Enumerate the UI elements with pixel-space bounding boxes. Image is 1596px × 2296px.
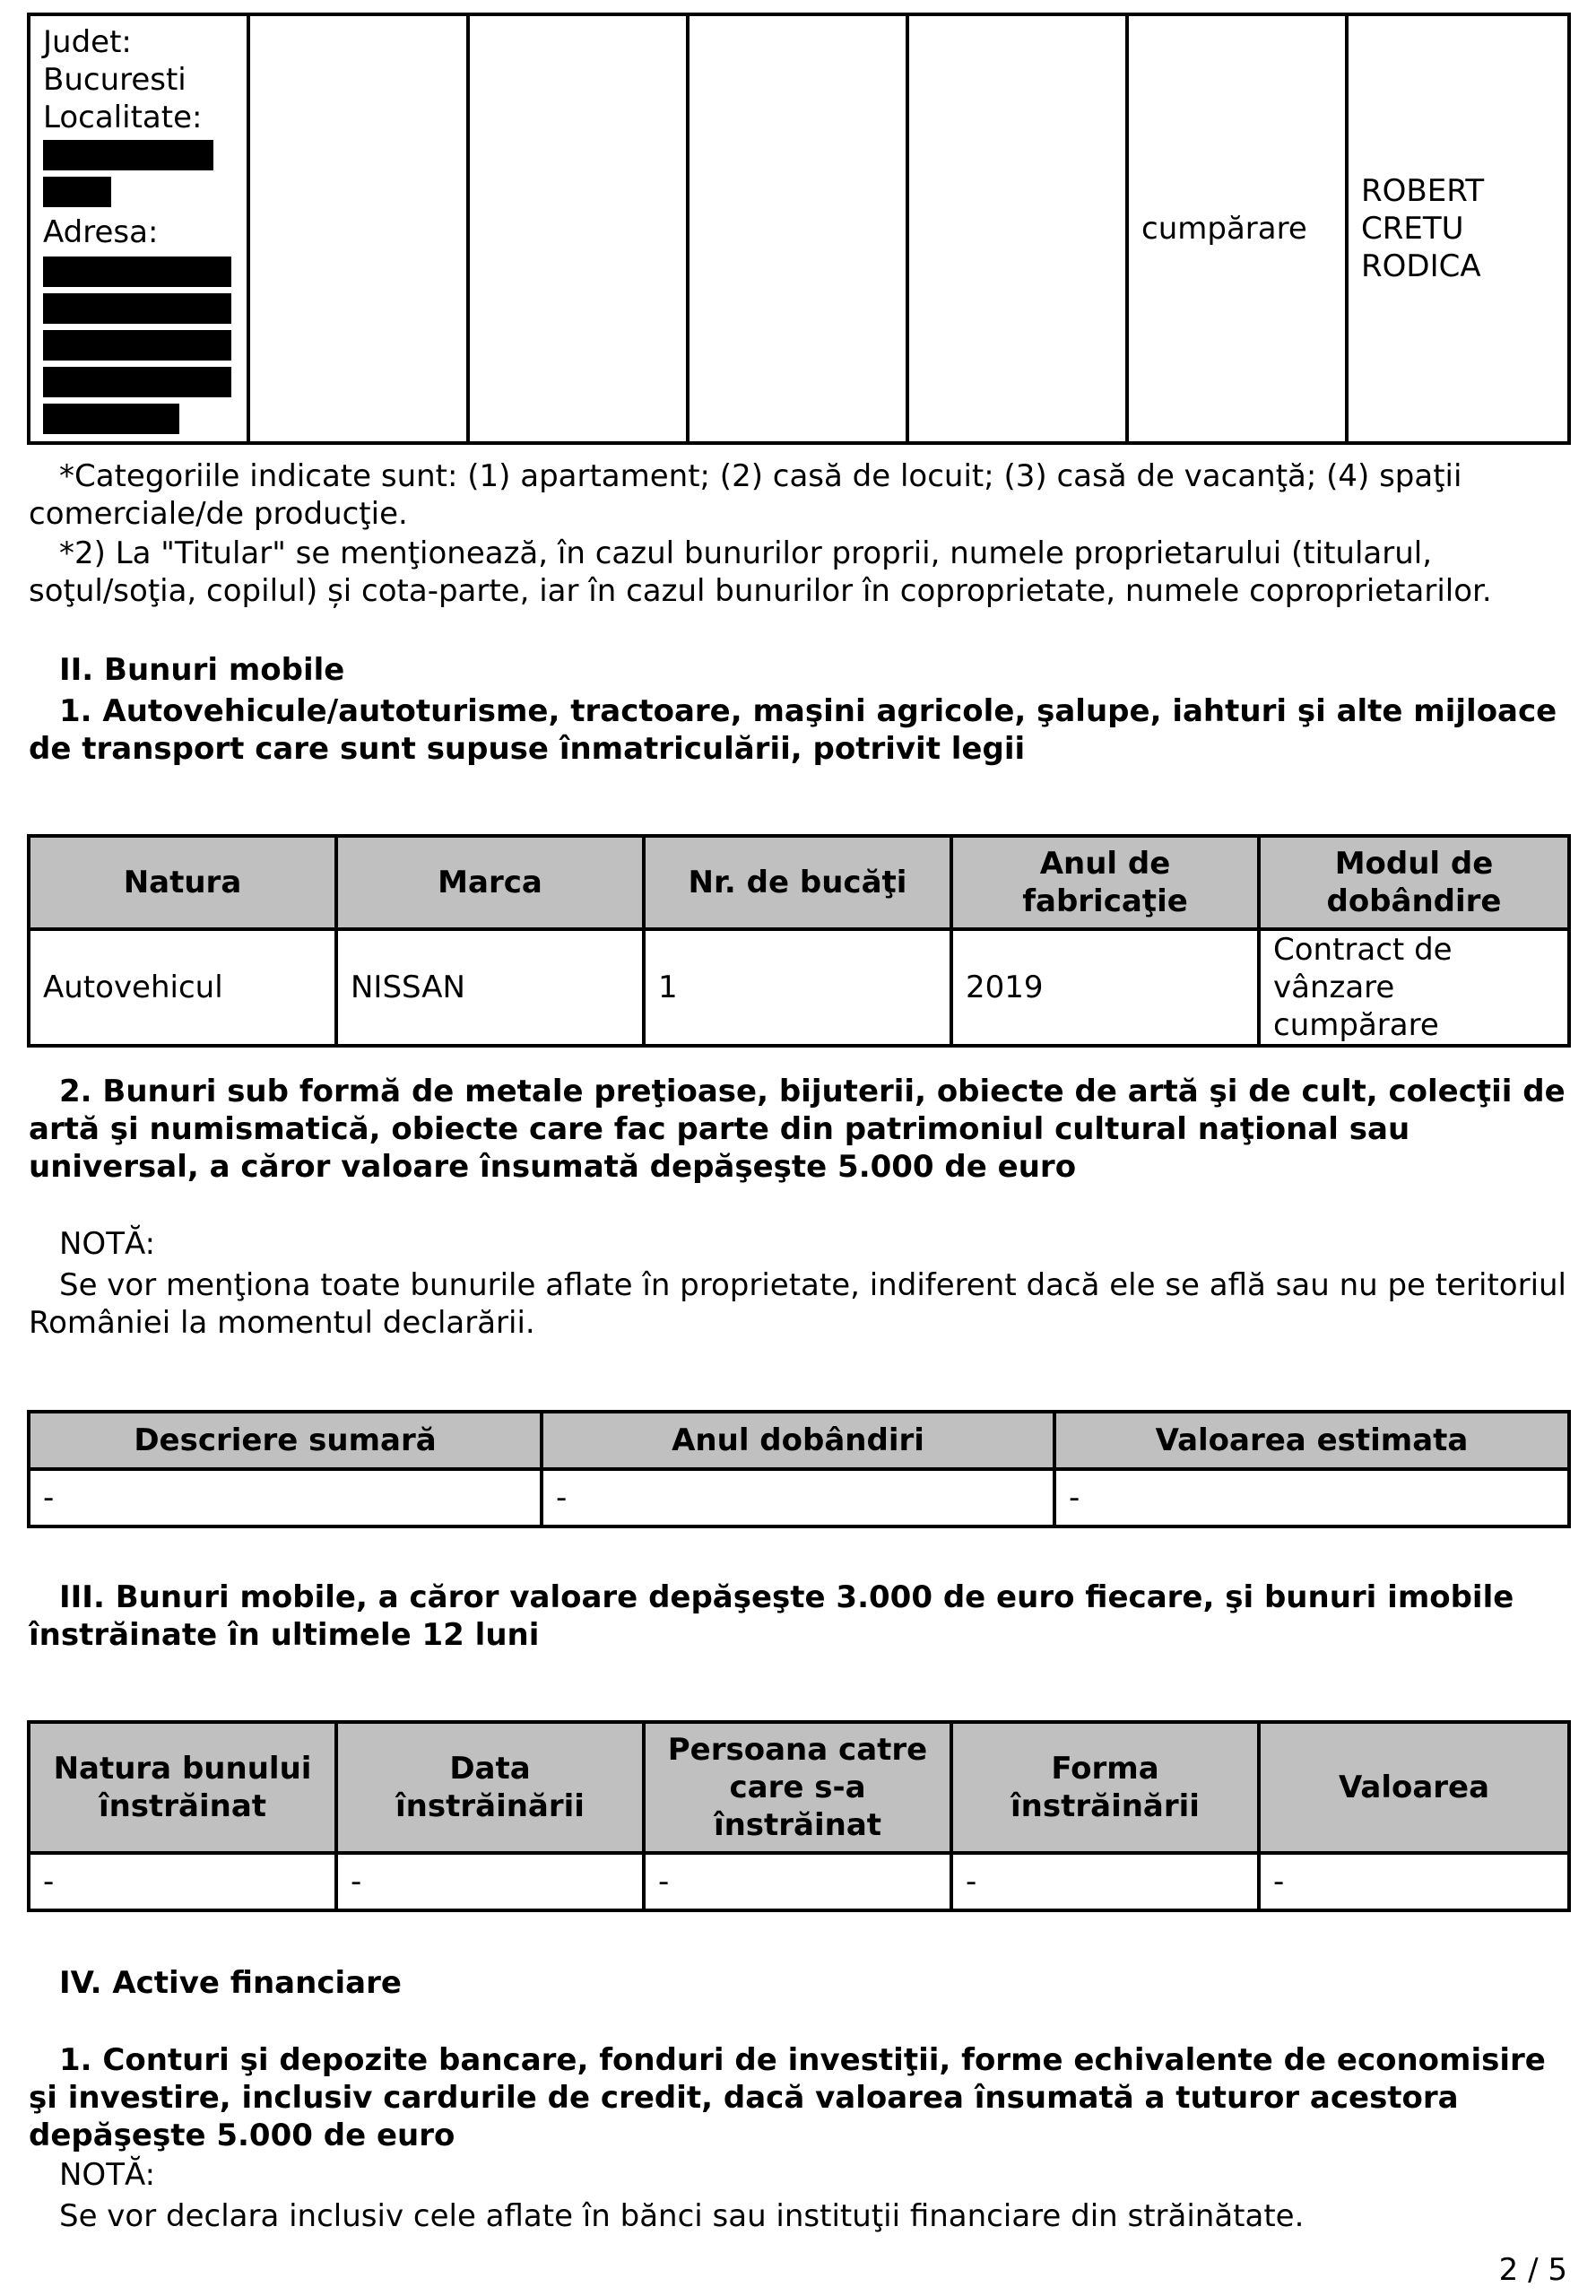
header-anul-dobandiri: Anul dobândiri xyxy=(542,1412,1054,1469)
judet-value: Bucuresti xyxy=(43,62,186,98)
cell-data: - xyxy=(336,1853,644,1910)
header-natura: Natura xyxy=(29,836,336,929)
section-2-sub2: 2. Bunuri sub formă de metale preţioase, bijuterii, obiecte de artă şi de cult, colecţii de artă şi numismatică, obiecte care fac parte din patrimoniul cultural naţional sau universal, a căror valoare însumată depăşeşte 5.000 de euro xyxy=(29,1074,1566,1185)
nota-text-2: Se vor declara inclusiv cele aflate în bănci sau instituţii financiare din străinătate. xyxy=(59,2198,1305,2234)
header-valoarea-estimata: Valoarea estimata xyxy=(1054,1412,1569,1469)
section-4-title: IV. Active financiare xyxy=(59,1965,402,2001)
owner-line: ROBERT xyxy=(1361,173,1485,209)
nota-label-2: NOTĂ: xyxy=(59,2157,156,2193)
nota-text: Se vor menţiona toate bunurile aflate în proprietate, indiferent dacă ele se află sau nu pe teritoriul României la momentul declarării. xyxy=(29,1267,1567,1341)
acquisition-mode-cell: cumpărare xyxy=(1127,14,1347,443)
empty-cell xyxy=(248,14,468,443)
cell-descriere: - xyxy=(29,1469,542,1526)
header-forma-instrainarii: Forma înstrăinării xyxy=(951,1722,1259,1853)
property-table xyxy=(27,13,1571,445)
cell-persoana: - xyxy=(644,1853,951,1910)
section-2-title: II. Bunuri mobile xyxy=(59,652,345,688)
adresa-label: Adresa: xyxy=(43,214,159,250)
header-data-instrainarii: Data înstrăinării xyxy=(336,1722,644,1853)
header-persoana: Persoana catre care s-a înstrăinat xyxy=(644,1722,951,1853)
cell-valoarea: - xyxy=(1054,1469,1569,1526)
redacted-block xyxy=(43,330,231,361)
redacted-block xyxy=(43,257,231,287)
valuables-table xyxy=(27,1410,1571,1528)
redacted-block xyxy=(43,293,231,324)
header-anul-fabricatie: Anul de fabricaţie xyxy=(951,836,1259,929)
address-cell xyxy=(29,14,248,443)
header-modul-dobandire: Modul de dobândire xyxy=(1259,836,1569,929)
alienated-table xyxy=(27,1720,1571,1912)
header-valoarea: Valoarea xyxy=(1259,1722,1569,1853)
cell-nr-bucati: 1 xyxy=(644,929,951,1046)
owner-line: RODICA xyxy=(1361,248,1481,284)
empty-cell xyxy=(688,14,907,443)
table-row xyxy=(29,1853,1569,1910)
cell-natura-bunului: - xyxy=(29,1853,336,1910)
header-nr-bucati: Nr. de bucăţi xyxy=(644,836,951,929)
note-titular: *2) La "Titular" se menţionează, în cazul bunurilor proprii, numele proprietarului (titularul, soţul/soţia, copilul) și cota-parte, iar în cazul bunurilor în coproprietate, numele coproprietarilor. xyxy=(29,535,1492,609)
nota-label: NOTĂ: xyxy=(59,1226,156,1262)
vehicles-table xyxy=(27,834,1571,1048)
header-descriere: Descriere sumară xyxy=(29,1412,542,1469)
redacted-block xyxy=(43,140,213,170)
section-3-title: III. Bunuri mobile, a căror valoare depăşeşte 3.000 de euro fiecare, şi bunuri imobile înstrăinate în ultimele 12 luni xyxy=(29,1579,1514,1653)
cell-valoarea: - xyxy=(1259,1853,1569,1910)
judet-label: Judet: xyxy=(43,24,132,60)
empty-cell xyxy=(468,14,688,443)
cell-marca: NISSAN xyxy=(336,929,644,1046)
redacted-block xyxy=(43,404,179,434)
cell-anul: 2019 xyxy=(951,929,1259,1046)
section-4-sub1: 1. Conturi şi depozite bancare, fonduri de investiţii, forme echivalente de economisire şi investire, inclusiv cardurile de credit, dacă valoarea însumată a tuturor acestora depăşeşte 5.000 de euro xyxy=(29,2042,1546,2153)
cell-modul: Contract de vânzare cumpărare xyxy=(1259,929,1569,1046)
owner-line: CRETU xyxy=(1361,211,1464,247)
redacted-block xyxy=(43,367,231,397)
table-row xyxy=(29,1469,1569,1526)
cell-natura: Autovehicul xyxy=(29,929,336,1046)
cell-anul-dobandiri: - xyxy=(542,1469,1054,1526)
empty-cell xyxy=(907,14,1127,443)
table-row xyxy=(29,929,1569,1046)
redacted-block xyxy=(43,177,111,207)
section-2-sub1: 1. Autovehicule/autoturisme, tractoare, maşini agricole, şalupe, iahturi şi alte mijloace de transport care sunt supuse înmatriculării, potrivit legii xyxy=(29,693,1557,767)
localitate-label: Localitate: xyxy=(43,100,203,135)
owner-cell xyxy=(1347,14,1569,443)
page-number: 2 / 5 xyxy=(1498,2252,1567,2288)
cell-forma: - xyxy=(951,1853,1259,1910)
note-categorii: *Categoriile indicate sunt: (1) apartament; (2) casă de locuit; (3) casă de vacanţă; (4) spaţii comerciale/de producţie. xyxy=(29,458,1462,532)
header-marca: Marca xyxy=(336,836,644,929)
header-natura-bunului: Natura bunului înstrăinat xyxy=(29,1722,336,1853)
